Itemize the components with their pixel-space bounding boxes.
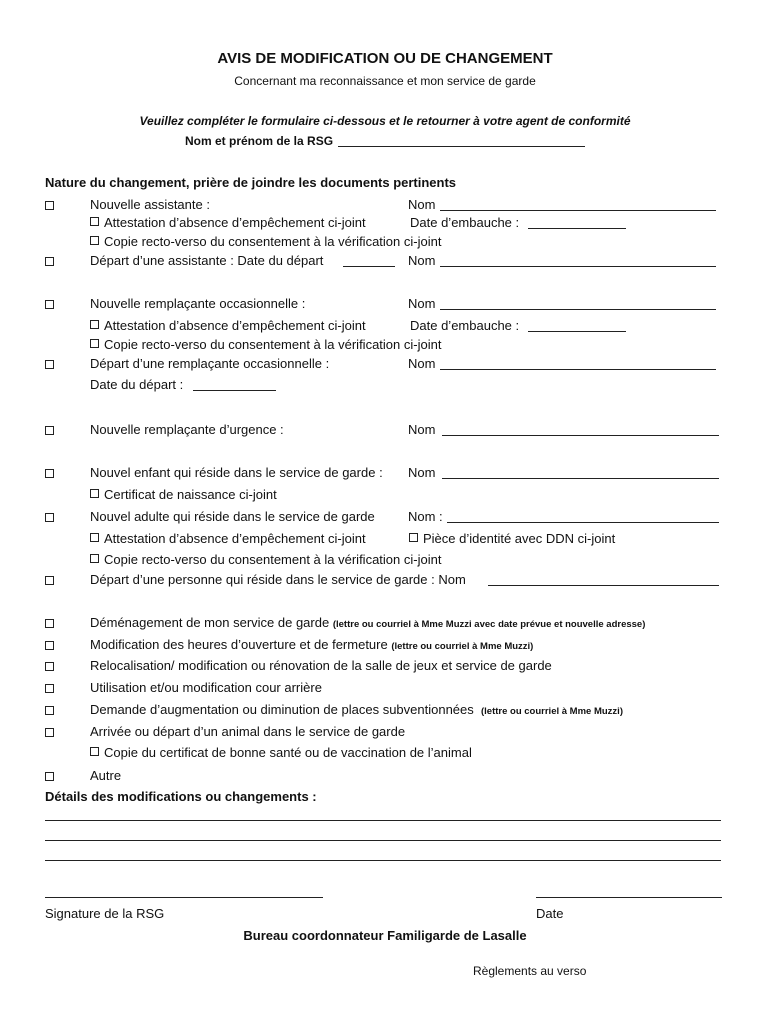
label-certificat-naissance: Certificat de naissance ci-joint [104,487,277,502]
label-certificat-animal: Copie du certificat de bonne santé ou de vaccination de l’animal [104,745,472,760]
label-cour-arriere: Utilisation et/ou modification cour arrière [90,680,322,695]
label-attestation-assistante: Attestation d’absence d’empêchement ci-joint [104,215,366,230]
attestation-adulte [90,531,366,547]
label-nouvel-enfant: Nouvel enfant qui réside dans le service de garde : [90,465,383,480]
label-depart-assistante: Départ d’une assistante : Date du départ [90,253,324,268]
field-nom-depart-remplacante[interactable] [440,369,716,370]
label-nouvelle-remplacante: Nouvelle remplaçante occasionnelle : [90,296,306,311]
checkbox-modification-heures[interactable] [45,641,54,650]
field-embauche-assistante[interactable] [528,228,626,229]
label-autre: Autre [90,768,122,783]
item-modification-heures [90,637,533,655]
label-copie-assistante: Copie recto-verso du consentement à la vérification ci-joint [104,234,442,249]
label-copie-adulte: Copie recto-verso du consentement à la vérification ci-joint [104,552,442,567]
checkbox-certificat-animal[interactable] [90,747,99,756]
label-nouvel-adulte: Nouvel adulte qui réside dans le service de garde [90,509,375,524]
checkbox-nouvelle-remplacante[interactable] [45,300,54,309]
label-modification-heures: Modification des heures d’ouverture et de fermeture [90,637,388,652]
label-remplacante-urgence: Nouvelle remplaçante d’urgence : [90,422,284,437]
note-demenagement: (lettre ou courriel à Mme Muzzi avec date prévue et nouvelle adresse) [332,619,646,630]
date-line[interactable] [536,897,722,898]
checkbox-piece-identite[interactable] [409,533,418,542]
field-nom-depart-assistante[interactable] [440,266,716,267]
item-places [90,702,623,720]
checkbox-animal[interactable] [45,728,54,737]
reglements-label: Règlements au verso [473,964,587,978]
field-nom-enfant[interactable] [442,478,719,479]
checkbox-demenagement[interactable] [45,619,54,628]
label-attestation-remplacante: Attestation d’absence d’empêchement ci-joint [104,318,366,333]
details-line-2[interactable] [45,840,721,841]
signature-label: Signature de la RSG [45,906,165,921]
label-animal: Arrivée ou départ d’un animal dans le service de garde [90,724,406,739]
field-nom-remplacante[interactable] [440,309,716,310]
checkbox-nouvel-enfant[interactable] [45,469,54,478]
field-nom-urgence[interactable] [442,435,719,436]
field-embauche-remplacante[interactable] [528,331,626,332]
rsg-name-label: Nom et prénom de la RSG [185,134,334,148]
rsg-name-field[interactable] [338,146,585,147]
attestation-assistante [90,215,366,231]
field-nom-assistante[interactable] [440,210,716,211]
label-copie-remplacante: Copie recto-verso du consentement à la vérification ci-joint [104,337,442,352]
label-nom-enfant: Nom [408,465,436,480]
label-embauche-remplacante: Date d’embauche : [410,318,520,333]
label-attestation-adulte: Attestation d’absence d’empêchement ci-joint [104,531,366,546]
label-nom-depart-remplacante: Nom [408,356,436,371]
label-depart-personne: Départ d’une personne qui réside dans le service de garde : Nom [90,572,466,587]
note-places: (lettre ou courriel à Mme Muzzi) [481,706,623,717]
label-embauche-assistante: Date d’embauche : [410,215,520,230]
copie-adulte [90,552,441,568]
form-subtitle: Concernant ma reconnaissance et mon service de garde [234,74,536,88]
checkbox-nouvel-adulte[interactable] [45,513,54,522]
checkbox-certificat-naissance[interactable] [90,489,99,498]
label-depart-remplacante: Départ d’une remplaçante occasionnelle : [90,356,330,371]
label-demenagement: Déménagement de mon service de garde [90,615,330,630]
details-label: Détails des modifications ou changements : [45,789,317,804]
copie-assistante [90,234,441,250]
checkbox-attestation-assistante[interactable] [90,217,99,226]
piece-identite [409,531,615,547]
copie-remplacante [90,337,441,353]
certificat-animal [90,745,472,761]
checkbox-copie-remplacante[interactable] [90,339,99,348]
checkbox-places[interactable] [45,706,54,715]
bureau-label: Bureau coordonnateur Familigarde de Lasalle [243,928,527,943]
label-places: Demande d’augmentation ou diminution de places subventionnées [90,702,474,717]
checkbox-depart-personne[interactable] [45,576,54,585]
checkbox-copie-adulte[interactable] [90,554,99,563]
checkbox-depart-remplacante[interactable] [45,360,54,369]
label-nom-adulte: Nom : [408,509,443,524]
label-date-depart-remplacante: Date du départ : [90,377,184,392]
signature-line[interactable] [45,897,323,898]
label-nom-assistante: Nom [408,197,436,212]
label-relocalisation: Relocalisation/ modification ou rénovation de la salle de jeux et service de garde [90,658,552,673]
checkbox-nouvelle-assistante[interactable] [45,201,54,210]
checkbox-relocalisation[interactable] [45,662,54,671]
label-nom-remplacante: Nom [408,296,436,311]
note-modification-heures: (lettre ou courriel à Mme Muzzi) [391,641,534,652]
certificat-naissance [90,487,277,503]
label-nom-urgence: Nom [408,422,436,437]
form-title: AVIS DE MODIFICATION OU DE CHANGEMENT [217,50,553,67]
checkbox-attestation-remplacante[interactable] [90,320,99,329]
checkbox-autre[interactable] [45,772,54,781]
label-nouvelle-assistante: Nouvelle assistante : [90,197,210,212]
date-label: Date [536,906,564,921]
details-line-1[interactable] [45,820,721,821]
field-nom-depart-personne[interactable] [488,585,719,586]
field-date-depart-assistante[interactable] [343,266,395,267]
checkbox-remplacante-urgence[interactable] [45,426,54,435]
section-title: Nature du changement, prière de joindre les documents pertinents [45,175,457,190]
label-nom-depart-assistante: Nom [408,253,436,268]
checkbox-copie-assistante[interactable] [90,236,99,245]
field-date-depart-remplacante[interactable] [193,390,276,391]
label-piece-identite: Pièce d’identité avec DDN ci-joint [423,531,616,546]
form-instruction: Veuillez compléter le formulaire ci-dessous et le retourner à votre agent de conformité [139,114,631,128]
item-demenagement [90,615,645,633]
details-line-3[interactable] [45,860,721,861]
checkbox-attestation-adulte[interactable] [90,533,99,542]
checkbox-cour-arriere[interactable] [45,684,54,693]
checkbox-depart-assistante[interactable] [45,257,54,266]
field-nom-adulte[interactable] [447,522,719,523]
attestation-remplacante [90,318,366,334]
